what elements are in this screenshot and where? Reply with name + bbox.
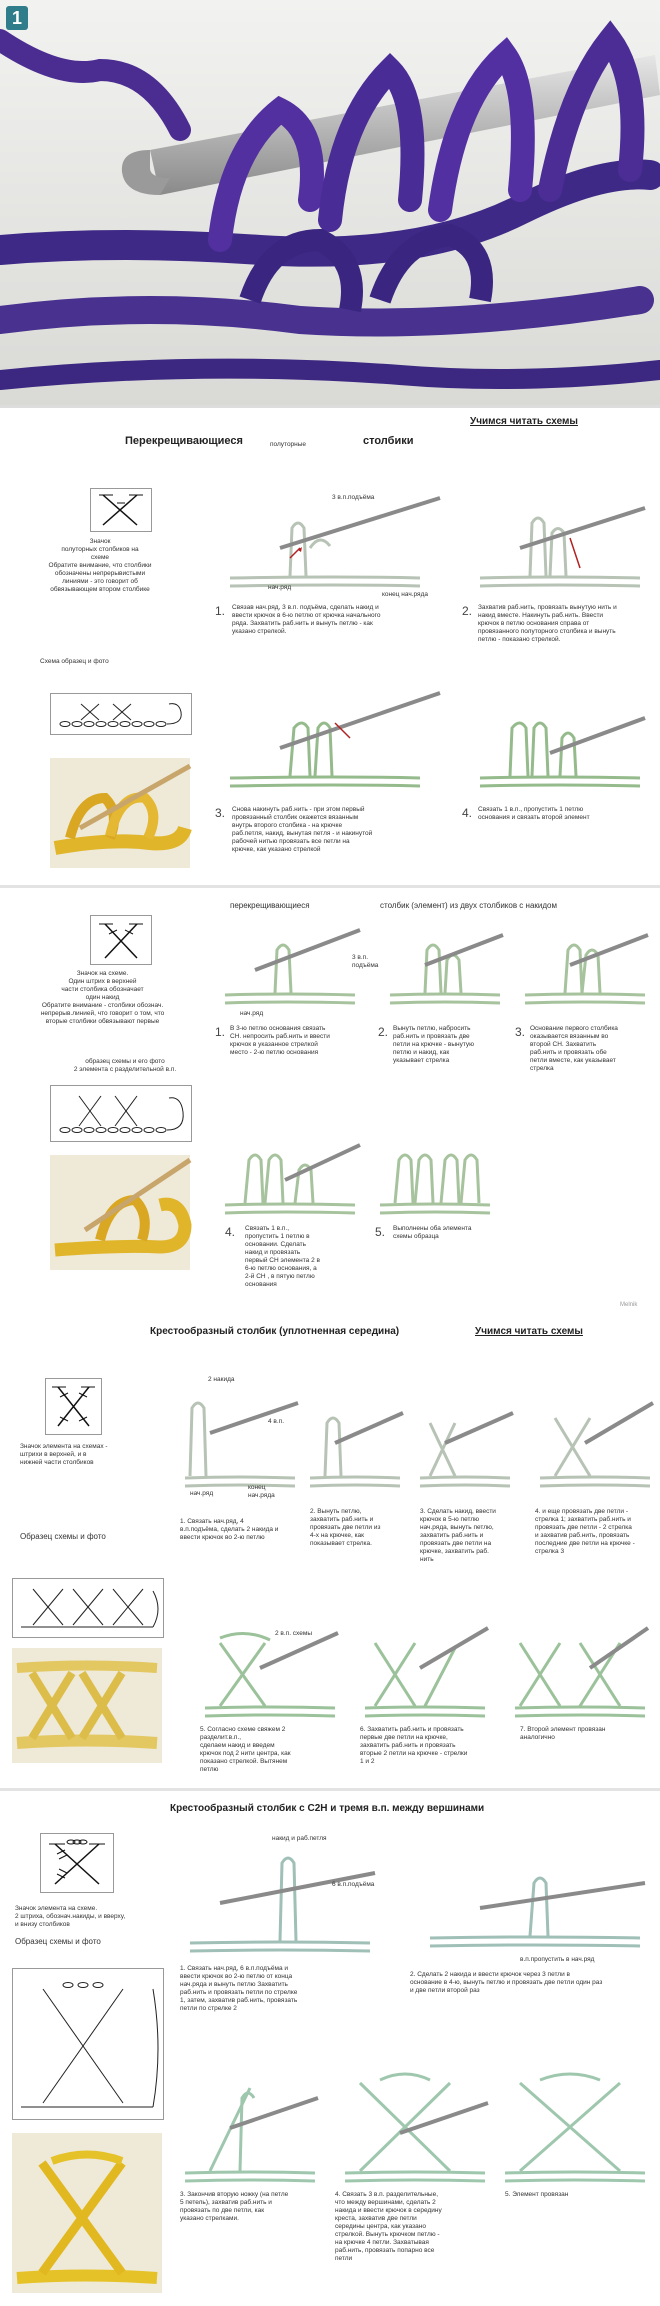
section-divider <box>0 885 660 888</box>
label-end-row: конец нач.ряда <box>382 591 428 598</box>
step4-text: 4. Связать 3 в.п. разделительные, что между вершинами, сделать 2 накида и ввести крючок в середину креста, захватив две петли середины центра, как указано стрелкой. Вынуть крючком петлю - на крючке 4 петли. Захватывая раб.нить, провязать попарно все петли <box>335 2191 442 2262</box>
step5-text: 5. Элемент провязан <box>505 2191 569 2198</box>
section-cross-stitch <box>0 1318 660 1778</box>
cross-tr-icon <box>41 1834 113 1892</box>
step3-diagram <box>220 688 450 798</box>
legend-text: Значок на схеме. Один штрих в верхней части столбика обозначает один накид Обратите внимание - столбики обознач. непрерыв.линией, что говорит о том, что вторые столбики обвязывают первые <box>40 970 165 1025</box>
label-lift-chains: 3 в.п.подъёма <box>332 494 375 501</box>
step-number: 4. <box>225 1225 236 1239</box>
section-divider <box>0 1788 660 1791</box>
step-badge: 1 <box>6 6 28 30</box>
legend-text: Значок элемента на схемах - штрихи в верхней, и в нижней части столбиков <box>20 1443 108 1466</box>
scheme-diagram <box>12 1578 164 1638</box>
stitch-symbol <box>90 915 152 965</box>
step7-text: 7. Второй элемент провязан аналогично <box>520 1726 606 1741</box>
legend-text: Значок полуторных столбиков на схеме Обратите внимание, что столбики обозначены непрерывистыми линиями - это говорит об обвязывающем втором столбике <box>48 538 152 593</box>
step3-diagram <box>520 925 650 1015</box>
section-title-right: столбики <box>363 435 414 447</box>
label-two-chains: 2 в.п. схемы <box>275 1630 312 1637</box>
step-number: 2. <box>378 1025 389 1039</box>
yellow-sample-icon <box>50 758 190 868</box>
scheme-diagram <box>50 1085 192 1142</box>
scheme-label: Образец схемы и фото <box>20 1532 106 1541</box>
step4-diagram <box>340 2058 490 2188</box>
learn-heading: Учимся читать схемы <box>470 416 578 427</box>
crossed-dc-icon <box>91 916 151 964</box>
section-half-double-crossed <box>0 408 660 878</box>
step3-text: Снова накинуть раб.нить - при этом первый провязанный столбик окажется вязанным внутрь второго столбика - на крючке раб.петля, накид, вынутая петля - и накинутой рабочей нитью провязать все петли на крючке, как указано стрелкой <box>232 806 373 853</box>
step3-text: 3. Закончив вторую ножку (на петле 5 петель), захватив раб.нить и провязать по две петли, как указано стрелками. <box>180 2191 289 2222</box>
step4-diagram <box>215 1120 365 1220</box>
step4-diagram <box>470 698 650 798</box>
step4-text: 4. и еще провязать две петли - стрелка 1; захватить раб.нить и провязать две петли - 2 стрелка и захватив раб.нить, провязать последние две петли на крючке - стрелка 3 <box>535 1508 635 1555</box>
cross-tr-scheme-icon <box>13 1969 163 2119</box>
step5-text: Выполнены оба элемента схемы образца <box>393 1225 472 1240</box>
step1-text: Связав нач.ряд, 3 в.п. подъёма, сделать накид и ввести крючок в 6-ю петлю от крючка начального ряда. Захватить раб.нить и вынуть петлю - как указано стрелкой. <box>232 604 381 635</box>
step4-text: Связать 1 в.п., пропустить 1 петлю в основании. Сделать накид и провязать первый СН элемента 2 в 6-ю петлю основания, а 2-й СН , в пятую петлю основания <box>245 1225 320 1288</box>
chain-scheme-icon <box>51 694 191 734</box>
step3-text: 3. Сделать накид, ввести крючок в 5-ю петлю нач.ряда, вынуть петлю, захватить раб.нить и провязать две петли на крючке, захватить раб. нить <box>420 1508 496 1563</box>
sample-photo-yellow <box>50 758 190 868</box>
label-lift-chains: 3 в.п. подъёма <box>352 954 379 969</box>
step2-text: Вынуть петлю, набросить раб.нить и провязать две петли на крючке - вынутую петлю и накид, как указывает стрелка <box>393 1025 475 1064</box>
step-number: 4. <box>462 806 473 820</box>
step6-text: 6. Захватить раб.нить и провязать первые две петли на крючке, захватить раб.нить и провязать вторые 2 петли на крючке - стрелки 1 и 2 <box>360 1726 468 1765</box>
stitch-symbol <box>45 1378 102 1435</box>
section-title-left: Перекрещивающиеся <box>125 435 243 447</box>
sample-photo-yellow <box>12 2133 162 2293</box>
step1-diagram <box>180 1843 380 1958</box>
scheme-diagram <box>50 693 192 735</box>
step1-text: В 3-ю петлю основания связать СН. непросить раб.нить и ввести крючок в указанное стрелкой место - 2-ю петлю основания <box>230 1025 330 1056</box>
header-photo <box>0 0 660 408</box>
step1-text: 1. Связать нач.ряд, 4 в.п.подъёма, сделать 2 накида и ввести крючок во 2-ю петлю <box>180 1518 279 1541</box>
crossed-stitch-icon <box>91 489 151 531</box>
step2-text: Захватив раб.нить, провязать вынутую нить и накид вместе. Накинуть раб.нить. Ввести крючок в петлю основания справа от провязанного полуторного столбика и вынуть петлю - показано стрелкой. <box>478 604 617 643</box>
label-yarnover-loop: накид и раб.петля <box>272 1835 327 1842</box>
step-number: 1. <box>215 1025 226 1039</box>
scheme-label: образец схемы и его фото 2 элемента с разделительной в.п. <box>73 1058 177 1073</box>
scheme-diagram <box>12 1968 164 2120</box>
stitch-symbol <box>40 1833 114 1893</box>
step5-diagram <box>375 1120 495 1220</box>
step-number: 2. <box>462 604 473 618</box>
label-two-yarnovers: 2 накида <box>208 1376 235 1383</box>
label-skip-chain: в.п.пропустить в нач.ряд <box>520 1956 595 1963</box>
step1-diagram <box>220 488 450 598</box>
sample-photo-yellow <box>12 1648 162 1763</box>
step-number: 1. <box>215 604 226 618</box>
yellow-sample-icon <box>50 1155 190 1270</box>
label-start-row: нач.ряд <box>190 1490 214 1497</box>
step-number: 5. <box>375 1225 386 1239</box>
step7-diagram <box>510 1618 650 1723</box>
stitch-symbol <box>90 488 152 532</box>
step-number: 3. <box>515 1025 526 1039</box>
step2-diagram <box>420 1863 650 1953</box>
cross-scheme-icon <box>13 1579 163 1637</box>
step2-text: 2. Сделать 2 накида и ввести крючок через 3 петли в основание в 4-ю, вынуть петлю и провязать две петли один раз и две петли второй раз <box>410 1971 603 1994</box>
sample-photo-yellow <box>50 1155 190 1270</box>
step3-diagram <box>180 2058 320 2188</box>
section-title: Крестообразный столбик с С2Н и тремя в.п. между вершинами <box>170 1803 485 1814</box>
crochet-photo <box>0 0 660 405</box>
scheme-label: Образец схемы и фото <box>15 1937 101 1946</box>
label-end-row: конец нач.ряда <box>248 1484 275 1499</box>
label-four-chains: 4 в.п. <box>268 1418 285 1425</box>
step5-diagram <box>200 1618 340 1723</box>
yellow-sample-icon <box>12 2133 162 2293</box>
section-title-right: столбик (элемент) из двух столбиков с накидом <box>380 901 557 910</box>
step2-diagram <box>385 925 505 1015</box>
scheme-label: Схема образец и фото <box>40 658 109 665</box>
section-cross-tr-three-chains <box>0 1793 660 2303</box>
step2-diagram <box>470 488 650 598</box>
step1-diagram <box>180 1388 300 1493</box>
step5-diagram <box>500 2058 650 2188</box>
step3-diagram <box>415 1398 515 1493</box>
label-six-chains: 6 в.п.подъёма <box>332 1881 375 1888</box>
step-number: 3. <box>215 806 226 820</box>
label-start-row: нач.ряд <box>268 584 292 591</box>
section-title-mid: полуторные <box>270 441 307 448</box>
step1-text: 1. Связать нач.ряд, 6 в.п.подъёма и ввести крючок во 2-ю петлю от конца нач.ряда и вынуть петлю Захватить раб.нить и провязать петли по стрелке 1, затем, захватив раб.нить, провязать петли по стрелке 2 <box>180 1965 298 2012</box>
step2-text: 2. Вынуть петлю, захватить раб.нить и провязать две петли из 4-х на крючке, как показывает стрелка. <box>310 1508 381 1547</box>
section-title-left: перекрещивающиеся <box>230 901 310 910</box>
cross-stitch-icon <box>46 1379 101 1434</box>
section-title: Крестообразный столбик (уплотненная середина) <box>150 1326 400 1337</box>
step5-text: 5. Согласно схеме свяжем 2 разделит.в.п., сделаем накид и введем крючок под 2 нити центра, как показано стрелкой. Вытянем петлю <box>200 1726 291 1773</box>
section-double-crossed <box>0 890 660 1315</box>
chain-scheme-icon <box>51 1086 191 1141</box>
step2-diagram <box>305 1398 405 1493</box>
step4-diagram <box>535 1393 655 1493</box>
step4-text: Связать 1 в.п., пропустить 1 петлю основания и связать второй элемент <box>478 806 590 821</box>
yellow-sample-icon <box>12 1648 162 1763</box>
step1-diagram <box>215 920 365 1010</box>
step6-diagram <box>360 1618 490 1723</box>
label-start-row: нач.ряд <box>240 1010 264 1017</box>
legend-text: Значок элемента на схеме. 2 штриха, обознач.накиды, и вверху, и внизу столбиков <box>15 1905 126 1928</box>
signature: Melnik <box>620 1302 638 1308</box>
learn-heading: Учимся читать схемы <box>475 1326 583 1337</box>
step3-text: Основание первого столбика оказывается вязанным во второй СН. Захватить раб.нить и провязать обе петли вместе, как указывает стрелка <box>530 1025 618 1072</box>
